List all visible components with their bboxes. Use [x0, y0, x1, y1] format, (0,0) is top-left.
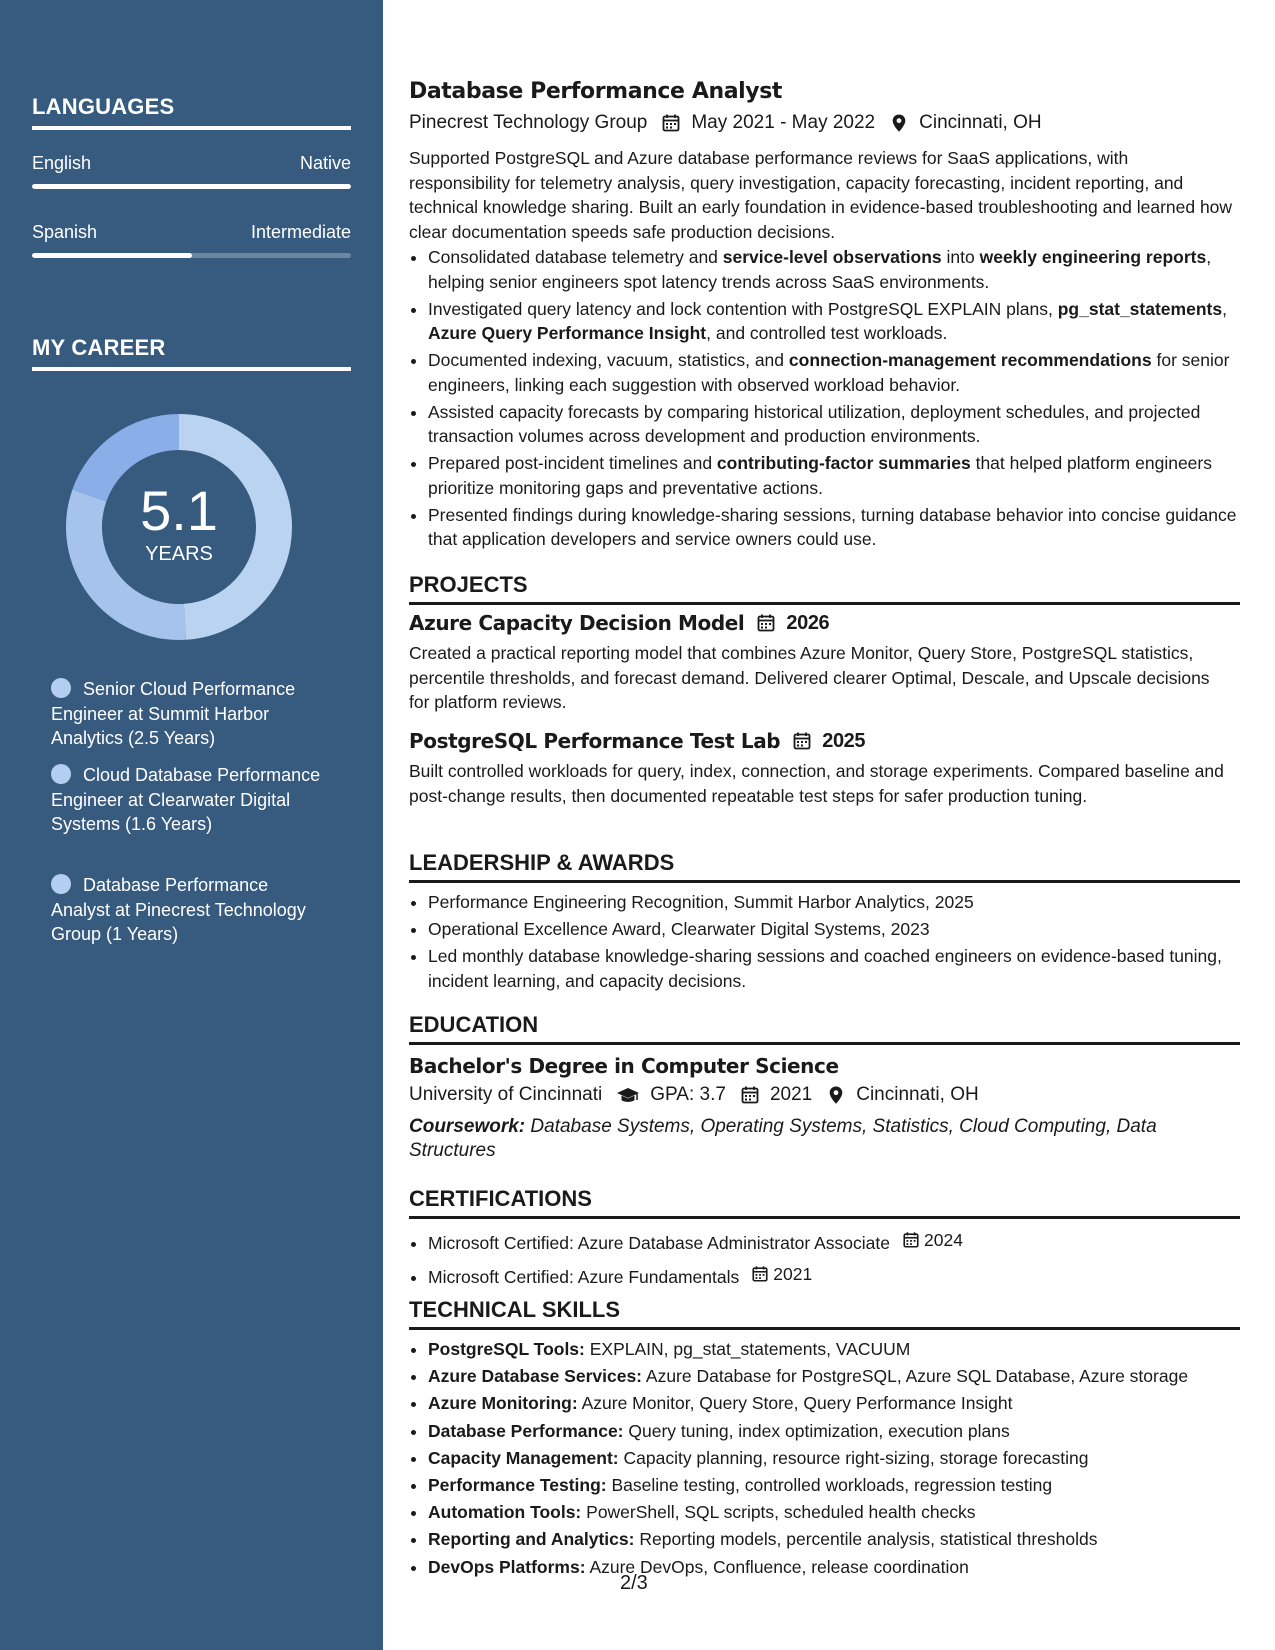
list-item: • Led monthly database knowledge-sharing sessions and coached engineers on evidence-based tuning, incident learning, and capacity decisions. — [428, 944, 1238, 993]
project-description: Created a practical reporting model that combines Azure Monitor, Query Store, PostgreSQL statistics, percentile thresholds, and forecast demand. Delivered clearer Optimal, Descale, and Upscale decisions for platform reviews. — [409, 643, 1210, 712]
section-heading-certifications: CERTIFICATIONS — [409, 1186, 1240, 1219]
list-item — [428, 1260, 1238, 1291]
list-item: • Automation Tools: PowerShell, SQL scripts, scheduled health checks — [428, 1500, 1253, 1525]
page-number: 2/3 — [620, 1572, 648, 1594]
language-name: Spanish — [32, 222, 98, 242]
graduation-year: 2021 — [769, 1084, 813, 1105]
languages-heading: LANGUAGES — [32, 94, 351, 130]
graduation-cap-icon — [616, 1085, 640, 1105]
section-heading-leadership: LEADERSHIP & AWARDS — [409, 850, 1240, 883]
language-bar-spanish — [32, 253, 351, 258]
list-item: • Operational Excellence Award, Clearwater Digital Systems, 2023 — [428, 917, 1238, 942]
years-label: YEARS — [145, 542, 213, 565]
list-item: • Performance Engineering Recognition, Summit Harbor Analytics, 2025 — [428, 890, 1238, 915]
project-name: Azure Capacity Decision Model — [409, 611, 745, 635]
calendar-icon — [751, 1265, 769, 1283]
calendar-icon — [661, 113, 681, 133]
job-location: Cincinnati, OH — [919, 112, 1042, 133]
sidebar — [0, 0, 383, 1650]
career-donut-chart — [66, 414, 292, 640]
career-item-text: Senior Cloud Performance Engineer at Summit Harbor Analytics (2.5 Years) — [51, 679, 296, 748]
list-item — [428, 1226, 1238, 1257]
language-bar-english — [32, 184, 351, 189]
language-level: Native — [299, 153, 351, 173]
project-description: Built controlled workloads for query, index, connection, and storage experiments. Compared baseline and post-change results, then documented repeatable test steps for safer production tuning. — [409, 761, 1224, 806]
language-bar-fill — [32, 253, 192, 258]
list-item: • DevOps Platforms: Azure DevOps, Confluence, release coordination — [428, 1555, 1253, 1580]
section-heading-education: EDUCATION — [409, 1012, 1240, 1045]
education-meta — [409, 1084, 979, 1106]
list-item: • Documented indexing, vacuum, statistics, and connection-management recommendations for senior engineers, linking each suggestion with observed workload behavior. — [428, 348, 1238, 397]
calendar-icon — [756, 613, 776, 633]
list-item: • Investigated query latency and lock contention with PostgreSQL EXPLAIN plans, pg_stat_statements, Azure Query Performance Insight, and controlled test workloads. — [428, 297, 1238, 346]
leadership-list — [409, 890, 1238, 996]
cert-year: 2024 — [924, 1230, 963, 1250]
career-dot-icon — [51, 874, 71, 894]
coursework — [409, 1115, 1209, 1163]
project-name: PostgreSQL Performance Test Lab — [409, 729, 781, 753]
cert-year: 2021 — [773, 1263, 813, 1284]
project-title — [409, 729, 865, 753]
list-item: • Presented findings during knowledge-sharing sessions, turning database behavior into concise guidance that application developers and service owners could use. — [428, 503, 1238, 552]
section-heading-projects: PROJECTS — [409, 572, 1240, 605]
degree-title: Bachelor's Degree in Computer Science — [409, 1054, 839, 1078]
list-item: • Performance Testing: Baseline testing, controlled workloads, regression testing — [428, 1473, 1253, 1498]
career-dot-icon — [51, 764, 71, 784]
list-item: • Azure Monitoring: Azure Monitor, Query Store, Query Performance Insight — [428, 1391, 1253, 1416]
location-pin-icon — [889, 113, 909, 133]
location-pin-icon — [826, 1085, 846, 1105]
list-item: • Reporting and Analytics: Reporting models, percentile analysis, statistical thresholds — [428, 1527, 1253, 1552]
job-company: Pinecrest Technology Group — [409, 112, 648, 133]
list-item: • Database Performance: Query tuning, index optimization, execution plans — [428, 1419, 1253, 1444]
school-location: Cincinnati, OH — [856, 1084, 979, 1105]
project-year: 2025 — [822, 729, 866, 752]
career-item — [51, 677, 331, 751]
job-title: Database Performance Analyst — [409, 79, 783, 104]
section-heading-skills: TECHNICAL SKILLS — [409, 1297, 1240, 1330]
list-item: • Consolidated database telemetry and service-level observations into weekly engineering reports, helping senior engineers spot latency trends across SaaS environments. — [428, 245, 1238, 294]
career-item-text: Database Performance Analyst at Pinecrest Technology Group (1 Years) — [51, 875, 306, 944]
skills-list — [409, 1337, 1253, 1582]
cert-name: Microsoft Certified: Azure Database Administrator Associate — [428, 1233, 891, 1253]
school-name: University of Cincinnati — [409, 1084, 603, 1105]
calendar-icon — [740, 1085, 760, 1105]
project-year: 2026 — [786, 611, 830, 634]
career-item — [51, 763, 331, 837]
certifications-list — [409, 1226, 1238, 1293]
list-item: • Azure Database Services: Azure Database for PostgreSQL, Azure SQL Database, Azure storage — [428, 1364, 1253, 1389]
cert-name: Microsoft Certified: Azure Fundamentals — [428, 1266, 740, 1287]
gpa: GPA: 3.7 — [650, 1084, 726, 1105]
career-item-text: Cloud Database Performance Engineer at Clearwater Digital Systems (1.6 Years) — [51, 765, 321, 834]
donut-center — [66, 414, 292, 640]
career-item — [51, 873, 331, 947]
job-summary: Supported PostgreSQL and Azure database performance reviews for SaaS applications, with responsibility for telemetry analysis, query investigation, capacity forecasting, incident reporting, and technical knowledge sharing. Built an early foundation in evidence-based troubleshooting and learned how clear documentation speeds safe production decisions. — [409, 148, 1233, 242]
language-row-spanish — [32, 222, 351, 243]
job-meta — [409, 112, 1042, 134]
list-item: • Prepared post-incident timelines and contributing-factor summaries that helped platform engineers prioritize monitoring gaps and preventative actions. — [428, 451, 1238, 500]
total-years: 5.1 — [140, 478, 218, 542]
job-dates: May 2021 - May 2022 — [691, 112, 876, 133]
coursework-list: Database Systems, Operating Systems, Statistics, Cloud Computing, Data Structures — [409, 1116, 1157, 1161]
language-level: Intermediate — [250, 222, 351, 242]
job-bullets — [409, 245, 1238, 554]
calendar-icon — [792, 731, 812, 751]
career-heading: MY CAREER — [32, 335, 351, 371]
coursework-label: Coursework: — [409, 1116, 526, 1137]
list-item: • Capacity Management: Capacity planning, resource right-sizing, storage forecasting — [428, 1446, 1253, 1471]
list-item: • Assisted capacity forecasts by comparing historical utilization, deployment schedules, and projected transaction volumes across development and production environments. — [428, 400, 1238, 449]
list-item: • PostgreSQL Tools: EXPLAIN, pg_stat_statements, VACUUM — [428, 1337, 1253, 1362]
language-bar-fill — [32, 184, 351, 189]
language-name: English — [32, 153, 92, 173]
project-title — [409, 611, 829, 635]
calendar-icon — [902, 1231, 920, 1249]
career-dot-icon — [51, 678, 71, 698]
language-row-english — [32, 153, 351, 174]
